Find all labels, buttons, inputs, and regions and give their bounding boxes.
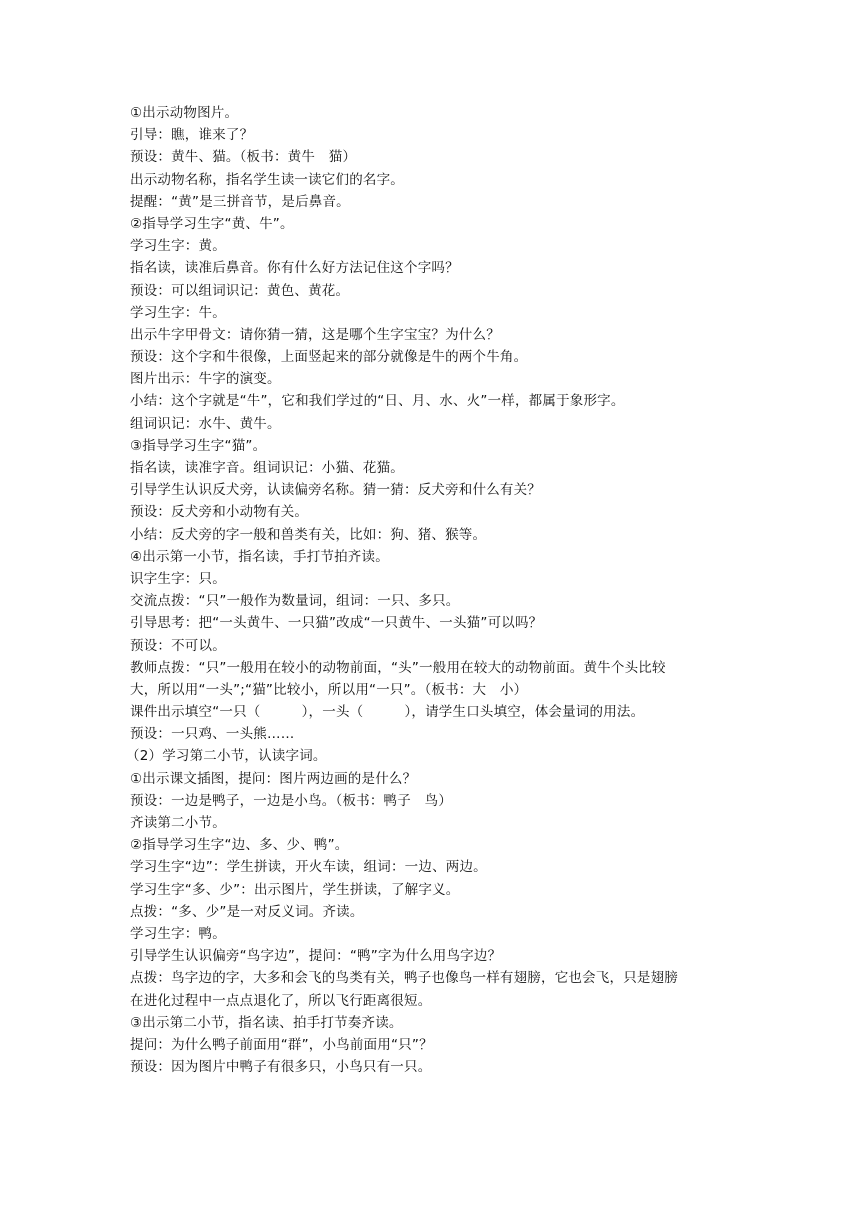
paragraph-line: 学习生字“边”：学生拼读，开火车读，组词：一边、两边。 [130, 859, 487, 876]
paragraph-line: 预设：一边是鸭子，一边是小鸟。（板书：鸭子 鸟） [130, 792, 453, 809]
paragraph-line: 点拨：鸟字边的字，大多和会飞的鸟类有关，鸭子也像鸟一样有翅膀，它也会飞，只是翅膀 [130, 970, 678, 987]
paragraph-line: 教师点拨：“只”一般用在较小的动物前面，“头”一般用在较大的动物前面。黄牛个头比较 [130, 659, 666, 676]
paragraph-line: ②指导学习生字“黄、牛”。 [130, 215, 294, 232]
paragraph-line: 预设：这个字和牛很像，上面竖起来的部分就像是牛的两个牛角。 [130, 349, 528, 366]
paragraph-line: ①出示动物图片。 [130, 105, 239, 121]
paragraph-line: 小结：这个字就是“牛”，它和我们学过的“日、月、水、火”一样，都属于象形字。 [130, 393, 625, 410]
paragraph-line: ③指导学习生字“猫”。 [130, 437, 267, 454]
paragraph-line: 引导：瞧，谁来了？ [130, 127, 254, 144]
paragraph-line: 出示牛字甲骨文：请你猜一猜，这是哪个生字宝宝？为什么？ [130, 326, 500, 343]
paragraph-line: 识字生字：只。 [130, 570, 226, 587]
paragraph-line: 学习生字：鸭。 [130, 925, 226, 942]
paragraph-line: 组词识记：水牛、黄牛。 [130, 415, 281, 432]
lesson-text [126, 102, 738, 1078]
paragraph-line: 引导思考：把“一头黄牛、一只猫”改成“一只黄牛、一头猫”可以吗？ [130, 615, 543, 632]
paragraph-line: 课件出示填空“一只（ ），一头（ ），请学生口头填空，体会量词的用法。 [130, 704, 645, 721]
paragraph-line: 预设：黄牛、猫。（板书：黄牛 猫） [130, 149, 357, 166]
paragraph-line: 点拨：“多、少”是一对反义词。齐读。 [130, 903, 364, 920]
paragraph-line: 预设：不可以。 [130, 637, 226, 654]
paragraph-line: 小结：反犬旁的字一般和兽类有关，比如：狗、猪、猴等。 [130, 526, 487, 543]
paragraph-line: 指名读，读准字音。组词识记：小猫、花猫。 [130, 460, 404, 476]
paragraph-line: 引导学生认识反犬旁，认读偏旁名称。猜一猜：反犬旁和什么有关？ [130, 482, 541, 499]
section-heading: （2）学习第二小节，认读字词。 [126, 748, 327, 765]
paragraph-line: 预设：因为图片中鸭子有很多只，小鸟只有一只。 [130, 1059, 432, 1076]
paragraph-line: 大，所以用“一头”;“猫”比较小，所以用“一只”。（板书：大 小） [130, 681, 528, 698]
paragraph-line: ③出示第二小节，指名读、拍手打节奏齐读。 [130, 1014, 403, 1031]
paragraph-line: 预设：可以组词识记：黄色、黄花。 [130, 282, 350, 299]
paragraph-line: ②指导学习生字“边、多、少、鸭”。 [130, 837, 349, 854]
paragraph-line: 指名读，读准后鼻音。你有什么好方法记住这个字吗？ [130, 260, 459, 277]
paragraph-line: 图片出示：牛字的演变。 [130, 371, 281, 388]
paragraph-line: 学习生字：黄。 [130, 238, 226, 255]
paragraph-line: 学习生字“多、少”：出示图片，学生拼读，了解字义。 [130, 881, 460, 898]
paragraph-line: 提问：为什么鸭子前面用“群”，小鸟前面用“只”？ [130, 1036, 433, 1053]
paragraph-line: 出示动物名称，指名学生读一读它们的名字。 [130, 171, 404, 188]
paragraph-line: 预设：反犬旁和小动物有关。 [130, 504, 309, 521]
paragraph-line: ④出示第一小节，指名读，手打节拍齐读。 [130, 548, 389, 565]
paragraph-line: 提醒：“黄”是三拼音节，是后鼻音。 [130, 193, 350, 210]
paragraph-line: 学习生字：牛。 [130, 304, 226, 321]
paragraph-line: 交流点拨：“只”一般作为数量词，组词：一只、多只。 [130, 593, 460, 610]
paragraph-line: 预设：一只鸡、一头熊…… [130, 726, 295, 743]
paragraph-line: 引导学生认识偏旁“鸟字边”，提问：“鸭”字为什么用鸟字边？ [130, 948, 502, 965]
paragraph-line: 齐读第二小节。 [130, 815, 226, 831]
paragraph-line: 在进化过程中一点点退化了，所以飞行距离很短。 [130, 992, 432, 1009]
paragraph-line: ①出示课文插图，提问：图片两边画的是什么？ [130, 770, 417, 787]
